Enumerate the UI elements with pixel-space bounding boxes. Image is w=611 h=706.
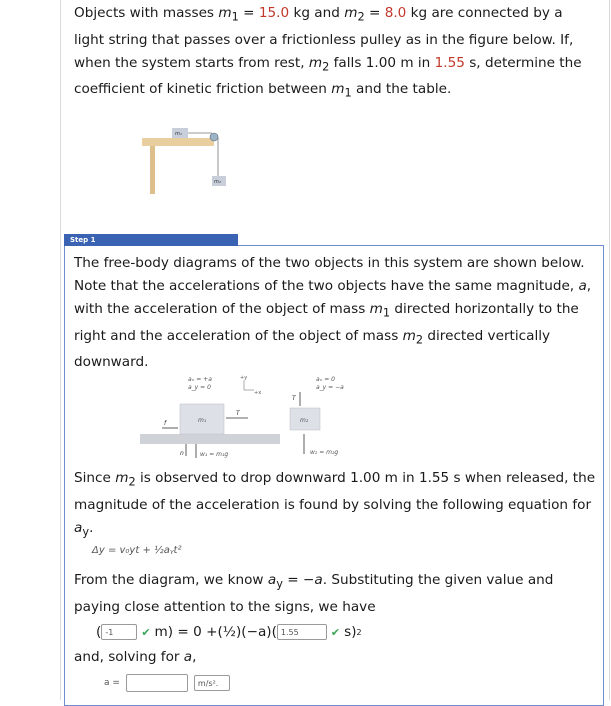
- plus-y-label: +y: [240, 375, 248, 381]
- block-m2-label: m₂: [214, 179, 221, 185]
- ax-label: aₓ = +a: [188, 376, 212, 383]
- plus-x-label: +x: [254, 390, 262, 396]
- table-leg: [150, 146, 155, 194]
- mass2-value: 8.0: [384, 5, 407, 21]
- free-body-diagrams: [140, 372, 380, 462]
- ax2-label: aₓ = 0: [316, 376, 335, 383]
- acceleration-explanation: Since $m_2$ is observed to drop downward 1.00 m in 1.55 s when released, the magnitude of the acceleration is found by solving the following equation for $a_y$.: [74, 470, 596, 539]
- step-header: [64, 234, 238, 246]
- fbd-m2-label: m₂: [300, 417, 309, 424]
- step-label: Step 1: [70, 236, 96, 244]
- correct-check-icon: ✔: [141, 625, 151, 639]
- mass1-value: 15.0: [258, 5, 290, 21]
- pulley: [210, 133, 218, 141]
- friction-label: f: [164, 420, 167, 427]
- normal-label: n: [180, 450, 184, 457]
- correct-check-icon: ✔: [330, 625, 341, 639]
- delta-y-input[interactable]: -1: [101, 624, 137, 640]
- ay-label: a_y = 0: [188, 384, 211, 391]
- weight2-label: w₂ = m₂g: [310, 449, 339, 456]
- fbd-m1-label: m₁: [198, 417, 207, 424]
- tension-label-2: T: [292, 395, 296, 402]
- solve-prompt: and, solving for a,: [74, 649, 197, 665]
- time-input[interactable]: 1.55: [277, 624, 327, 640]
- block-m1-label: m₁: [175, 131, 182, 137]
- acceleration-answer-row: a = m/s².: [104, 674, 230, 692]
- problem-text: Objects with masses $m_1 = 15.0$ kg and $m_2 = 8.0$ kg are connected by a light string that passes over a frictionless pulley as in the figure below. If, when the system starts from rest, $m_2$ falls 1.00 m in 1.55 s, determine the coefficient of kinetic friction between $m_1$ and the table.: [74, 5, 582, 101]
- substitution-explanation: From the diagram, we know $a_y = -a$. Substituting the given value and paying close attention to the signs, we have: [74, 572, 554, 615]
- table-top: [142, 138, 214, 146]
- tension-label-1: T: [236, 410, 240, 417]
- substitution-equation: ( -1 ✔ m) = 0 + (½) (−a)( 1.55 ✔ s) 2: [96, 624, 362, 640]
- time-value: 1.55: [434, 54, 465, 71]
- table-surface: [140, 434, 280, 444]
- pulley-figure: [142, 124, 242, 196]
- weight1-label: w₁ = m₁g: [200, 451, 229, 458]
- fbd-explanation: The free-body diagrams of the two objects in this system are shown below. Note that the accelerations of the two objects have the same magnitude, a, with the acceleration of the object of mass $m_1$ directed horizontally to the right and the acceleration of the object of mass $m_2$ directed vertically downward.: [74, 255, 592, 371]
- acceleration-unit: m/s².: [194, 675, 230, 691]
- ay2-label: a_y = −a: [316, 384, 344, 391]
- acceleration-input[interactable]: [126, 674, 188, 692]
- kinematic-equation: Δy = v₀yt + ½aᵧt²: [92, 545, 182, 556]
